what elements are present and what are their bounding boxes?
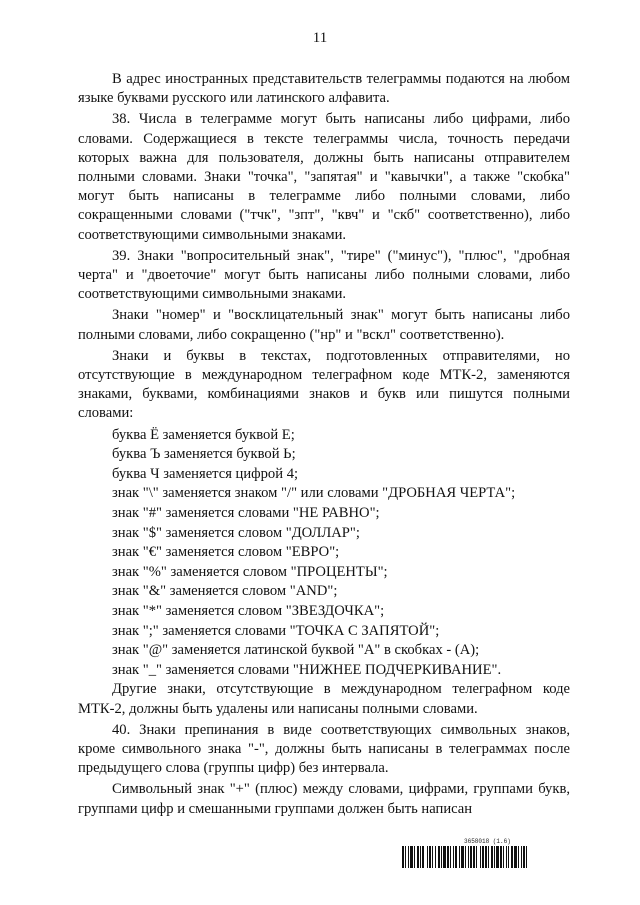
barcode-bar [420,846,421,868]
document-body [78,70,570,821]
paragraph-foreign-missions: В адрес иностранных представительств телеграммы подаются на любом языке буквами русского или латинского алфавита. [78,71,570,107]
paragraph-plus-sign: Символьный знак "+" (плюс) между словами, цифрами, группами букв, группами цифр и смешанными группами должен быть написан [78,781,570,817]
list-item: буква Ч заменяется цифрой 4; [112,465,299,482]
list-item: знак "\" заменяется знаком "/" или словами "ДРОБНАЯ ЧЕРТА"; [112,485,516,502]
barcode-bar [432,846,433,868]
barcode-bar [482,846,484,868]
paragraph-number-exclamation: Знаки "номер" и "восклицательный знак" могут быть написаны либо полными словами, либо сокращенно ("нр" и "вскл" соответственно). [78,307,570,343]
barcode-bar [435,846,436,868]
barcode-bar [496,846,499,868]
barcode-bar [402,846,404,868]
barcode-bar [521,846,522,868]
list-item: буква Ъ заменяется буквой Ь; [112,446,296,463]
barcode-bar [518,846,519,868]
replacement-list [78,426,570,681]
paragraph-mtk2-replacement: Знаки и буквы в текстах, подготовленных отправителями, но отсутствующие в международном телеграфном коде МТК-2, заменяются знаками, буквами, комбинациями знаков и букв или пишутся полными словами: [78,347,570,422]
barcode-bar [470,846,472,868]
barcode-bar [503,846,504,868]
barcode-bar [468,846,469,868]
barcode-bar [461,846,464,868]
barcode-label: 3658018 (1.6) [464,838,511,845]
barcode-bar [459,846,460,868]
barcode-bar [476,846,477,868]
barcode-bar [480,846,481,868]
barcode-bar [465,846,466,868]
list-item: знак "&" заменяется словом "AND"; [112,583,338,600]
barcode-bar [422,846,424,868]
barcode-bar [485,846,487,868]
barcode-bar [506,846,507,868]
barcode-bar [491,846,493,868]
list-item: знак "#" заменяется словами "НЕ РАВНО"; [112,505,380,522]
paragraph-other-signs: Другие знаки, отсутствующие в международном телеграфном коде МТК-2, должны быть удалены или написаны полными словами. [78,681,570,717]
barcode-bar [511,846,513,868]
list-item: буква Ё заменяется буквой Е; [112,426,295,443]
barcode-bar [443,846,446,868]
paragraph-40-punctuation: 40. Знаки препинания в виде соответствующих символьных знаков, кроме символьного знака "-", должны быть написаны в телеграммах после предыдущего слова (группы цифр) без интервала. [78,721,570,777]
barcode-bar [453,846,454,868]
list-item: знак "%" заменяется словом "ПРОЦЕНТЫ"; [112,563,388,580]
list-item: знак ";" заменяется словами "ТОЧКА С ЗАПЯТОЙ"; [112,622,440,639]
barcode-bar [514,846,517,868]
barcode-bar [410,846,413,868]
barcode-bar [405,846,406,868]
barcode-bar [523,846,525,868]
barcode-bar [488,846,489,868]
barcode-block [402,838,572,868]
barcode-bar [427,846,428,868]
barcode-bar [417,846,419,868]
barcode-bar [473,846,475,868]
barcode-bar [447,846,449,868]
barcode-bar [450,846,451,868]
list-item: знак "_" заменяется словами "НИЖНЕЕ ПОДЧЕРКИВАНИЕ". [112,661,502,678]
list-item: знак "*" заменяется словом "ЗВЕЗДОЧКА"; [112,603,385,619]
paragraph-38-numbers: 38. Числа в телеграмме могут быть написаны либо цифрами, либо словами. Содержащиеся в тексте телеграммы числа, точность передачи которых важна для пользователя, должны быть написаны отправителем полными словами. Знаки "точка", "запятая" и "кавычки", а также "скобка" могут быть написаны в телеграмме либо полными словами, либо сокращенными словами ("тчк", "зпт", "квч" и "скб" соответственно), либо соответствующими символьными знаками. [78,111,570,243]
barcode-bar [441,846,442,868]
page-number: 11 [312,30,328,46]
barcode-bar [414,846,415,868]
barcode-bar [494,846,495,868]
barcode-bar [526,846,527,868]
list-item: знак "€" заменяется словом "ЕВРО"; [112,544,340,561]
barcode-bar [455,846,457,868]
list-item: знак "@" заменяется латинской буквой "А" в скобках - (А); [112,642,480,659]
barcode-image [402,846,572,868]
barcode-bar [508,846,509,868]
list-item: знак "$" заменяется словом "ДОЛЛАР"; [112,524,360,541]
paragraph-39-signs: 39. Знаки "вопросительный знак", "тире" ("минус"), "плюс", "дробная черта" и "двоеточие" могут быть написаны либо полными словами, либо соответствующими символьными знаками. [78,247,570,303]
barcode-bar [408,846,409,868]
barcode-bar [429,846,431,868]
barcode-bar [438,846,440,868]
barcode-bar [500,846,502,868]
